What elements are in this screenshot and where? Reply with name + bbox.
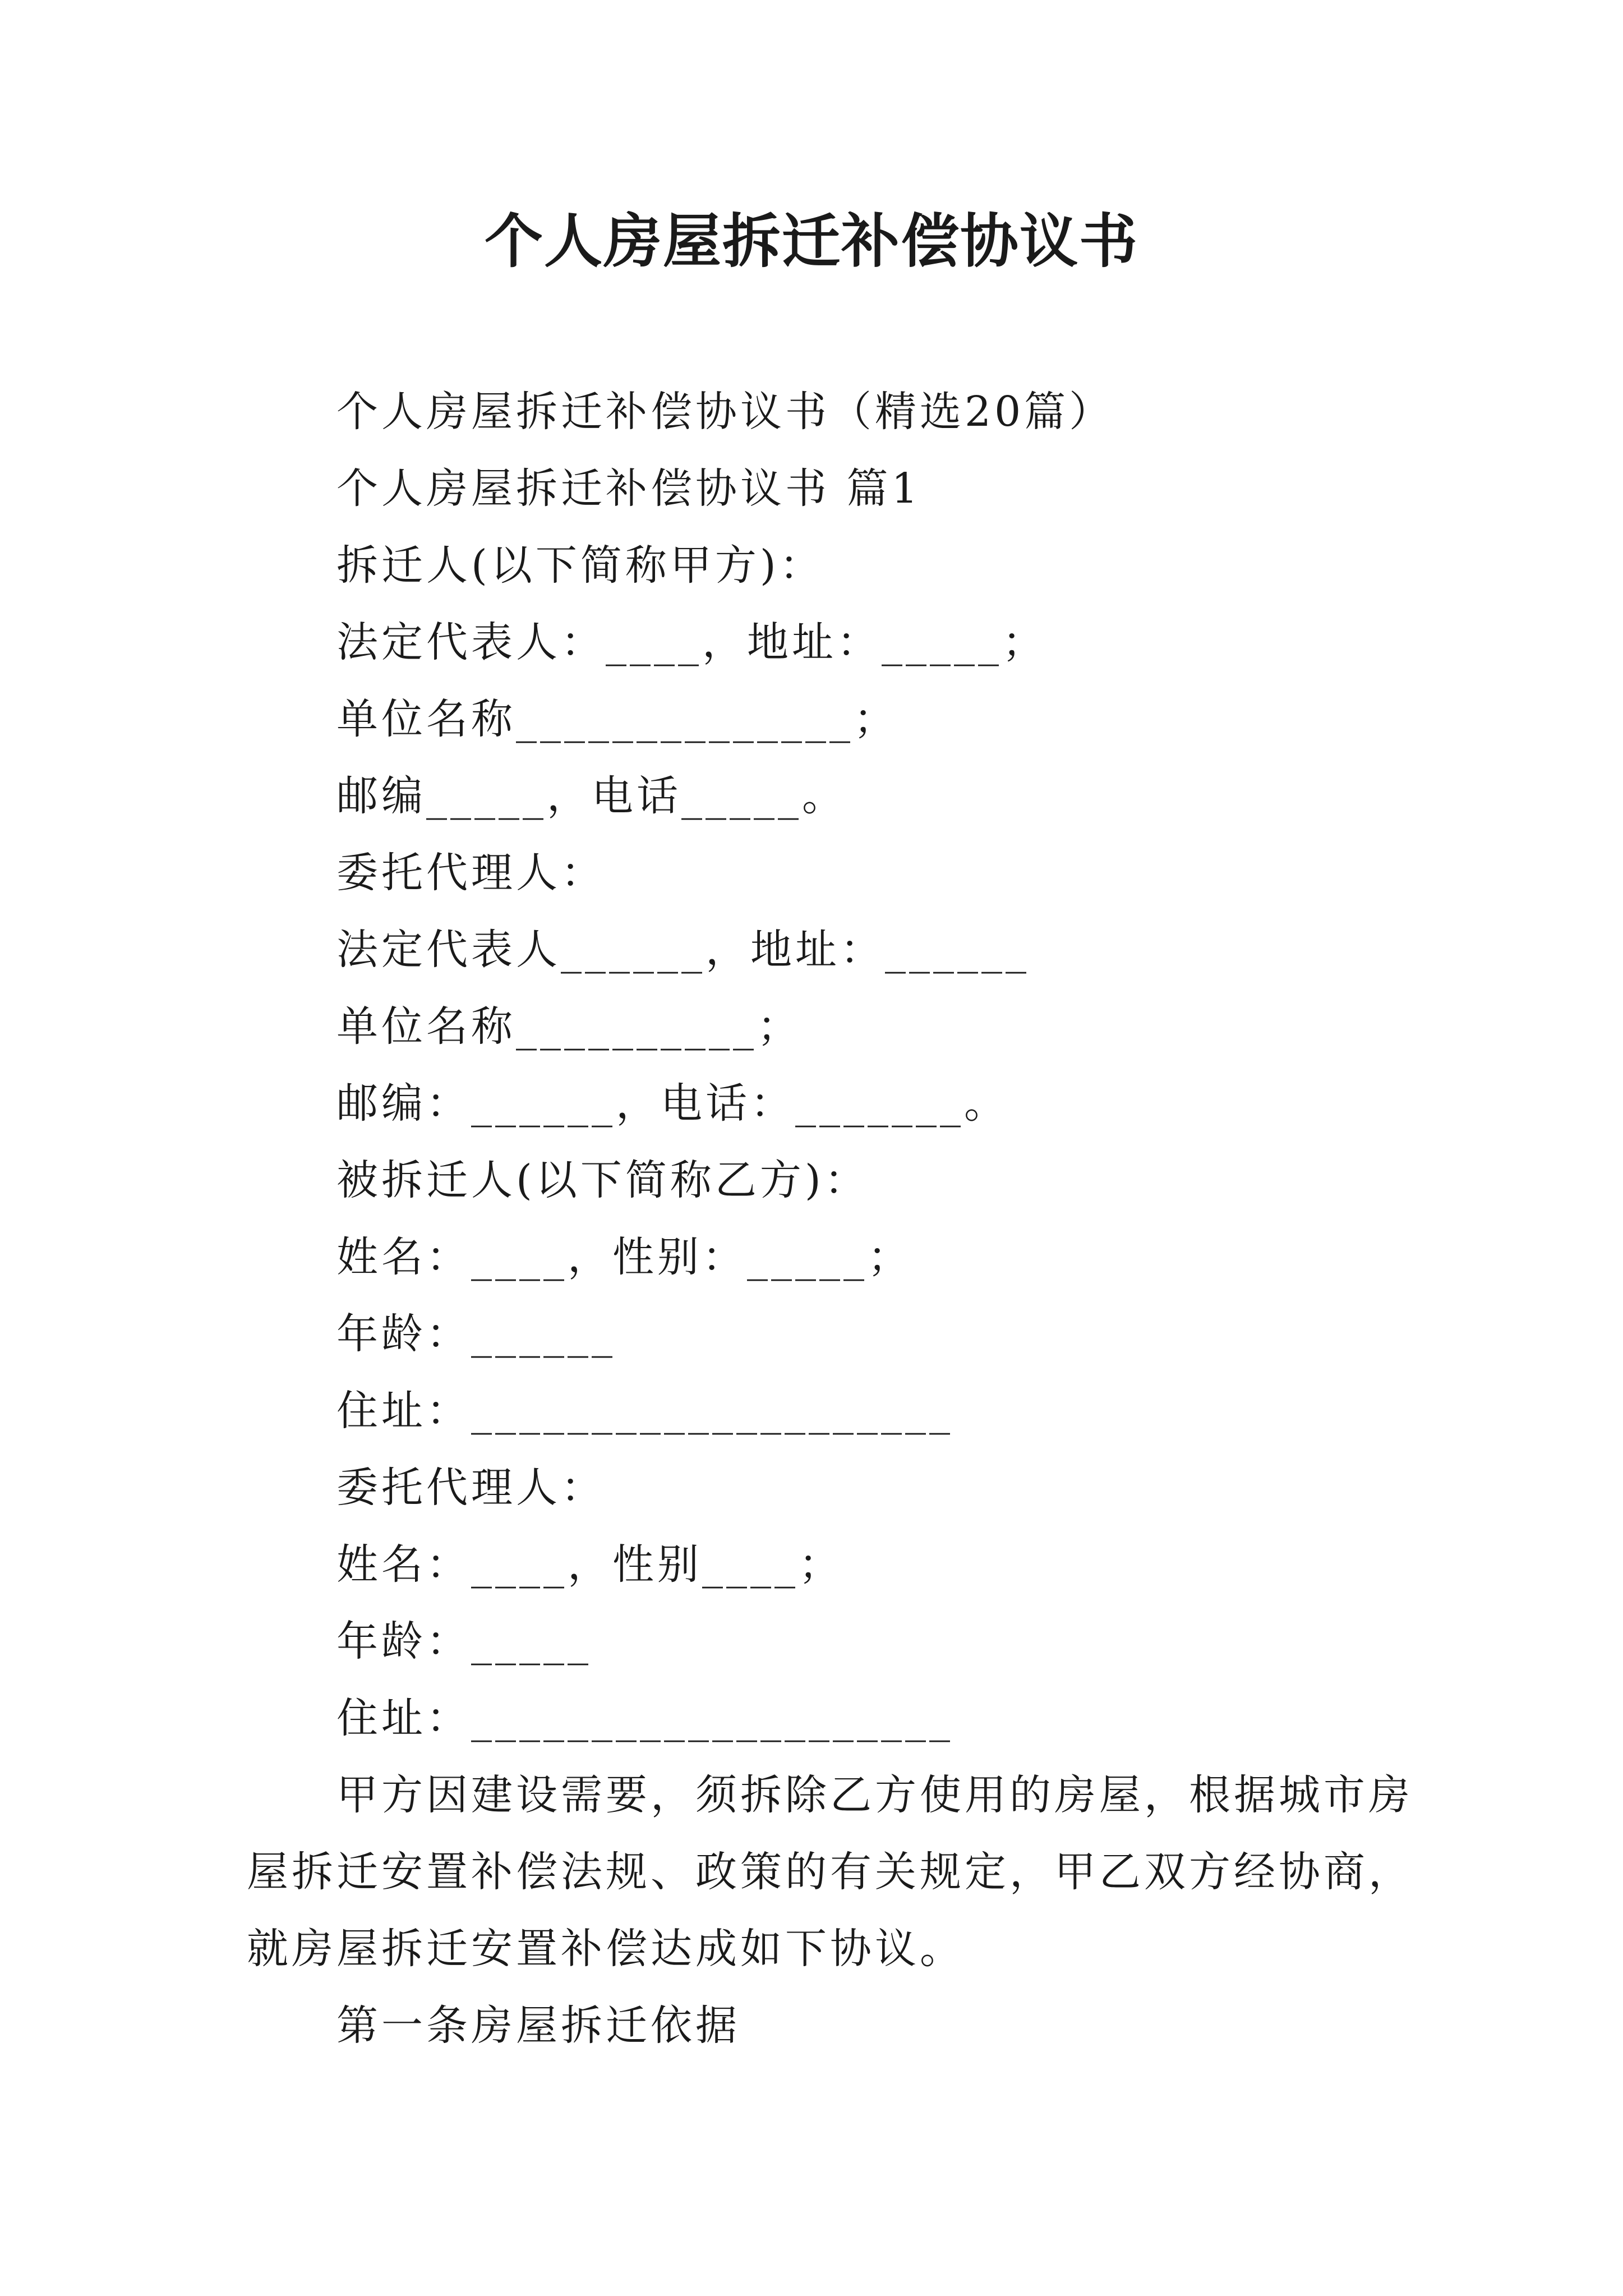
- party-b-heading: 被拆迁人(以下简称乙方)：: [336, 1156, 869, 1204]
- party-b-agent-heading: 委托代理人：: [336, 1464, 606, 1512]
- document-title: 个人房屋拆迁补偿协议书: [484, 206, 1138, 275]
- party-a-agent-contact-line: 邮编：______，电话：_______。: [336, 1079, 1009, 1128]
- agreement-paragraph-line: 屋拆迁安置补偿法规、政策的有关规定，甲乙双方经协商，: [247, 1848, 1413, 1896]
- article-one-heading: 第一条房屋拆迁依据: [336, 2001, 740, 2050]
- section-heading: 个人房屋拆迁补偿协议书 篇1: [336, 464, 921, 513]
- agreement-paragraph-line: 就房屋拆迁安置补偿达成如下协议。: [247, 1925, 965, 1973]
- party-a-contact-line: 邮编_____，电话_____。: [336, 772, 847, 820]
- document-subtitle: 个人房屋拆迁补偿协议书（精选20篇）: [336, 388, 1114, 436]
- party-b-agent-address-line: 住址：____________________: [336, 1694, 953, 1742]
- party-b-address-line: 住址：____________________: [336, 1387, 953, 1435]
- agreement-paragraph-line: 甲方因建设需要，须拆除乙方使用的房屋，根据城市房: [336, 1771, 1413, 1819]
- party-b-agent-name-line: 姓名：____，性别____；: [336, 1540, 843, 1589]
- document-body: [247, 374, 1413, 2064]
- party-b-agent-age-line: 年龄：_____: [336, 1617, 592, 1665]
- party-a-agent-heading: 委托代理人：: [336, 849, 606, 897]
- party-a-representative-line: 法定代表人：____，地址：_____；: [336, 618, 1047, 666]
- party-a-agent-unit-line: 单位名称__________；: [336, 1002, 802, 1051]
- party-b-age-line: 年龄：______: [336, 1310, 616, 1358]
- party-a-unit-line: 单位名称______________；: [336, 695, 898, 743]
- party-b-name-line: 姓名：____，性别：_____；: [336, 1233, 912, 1281]
- party-a-agent-representative-line: 法定代表人______，地址：______: [336, 926, 1030, 974]
- party-a-heading: 拆迁人(以下简称甲方)：: [336, 541, 824, 590]
